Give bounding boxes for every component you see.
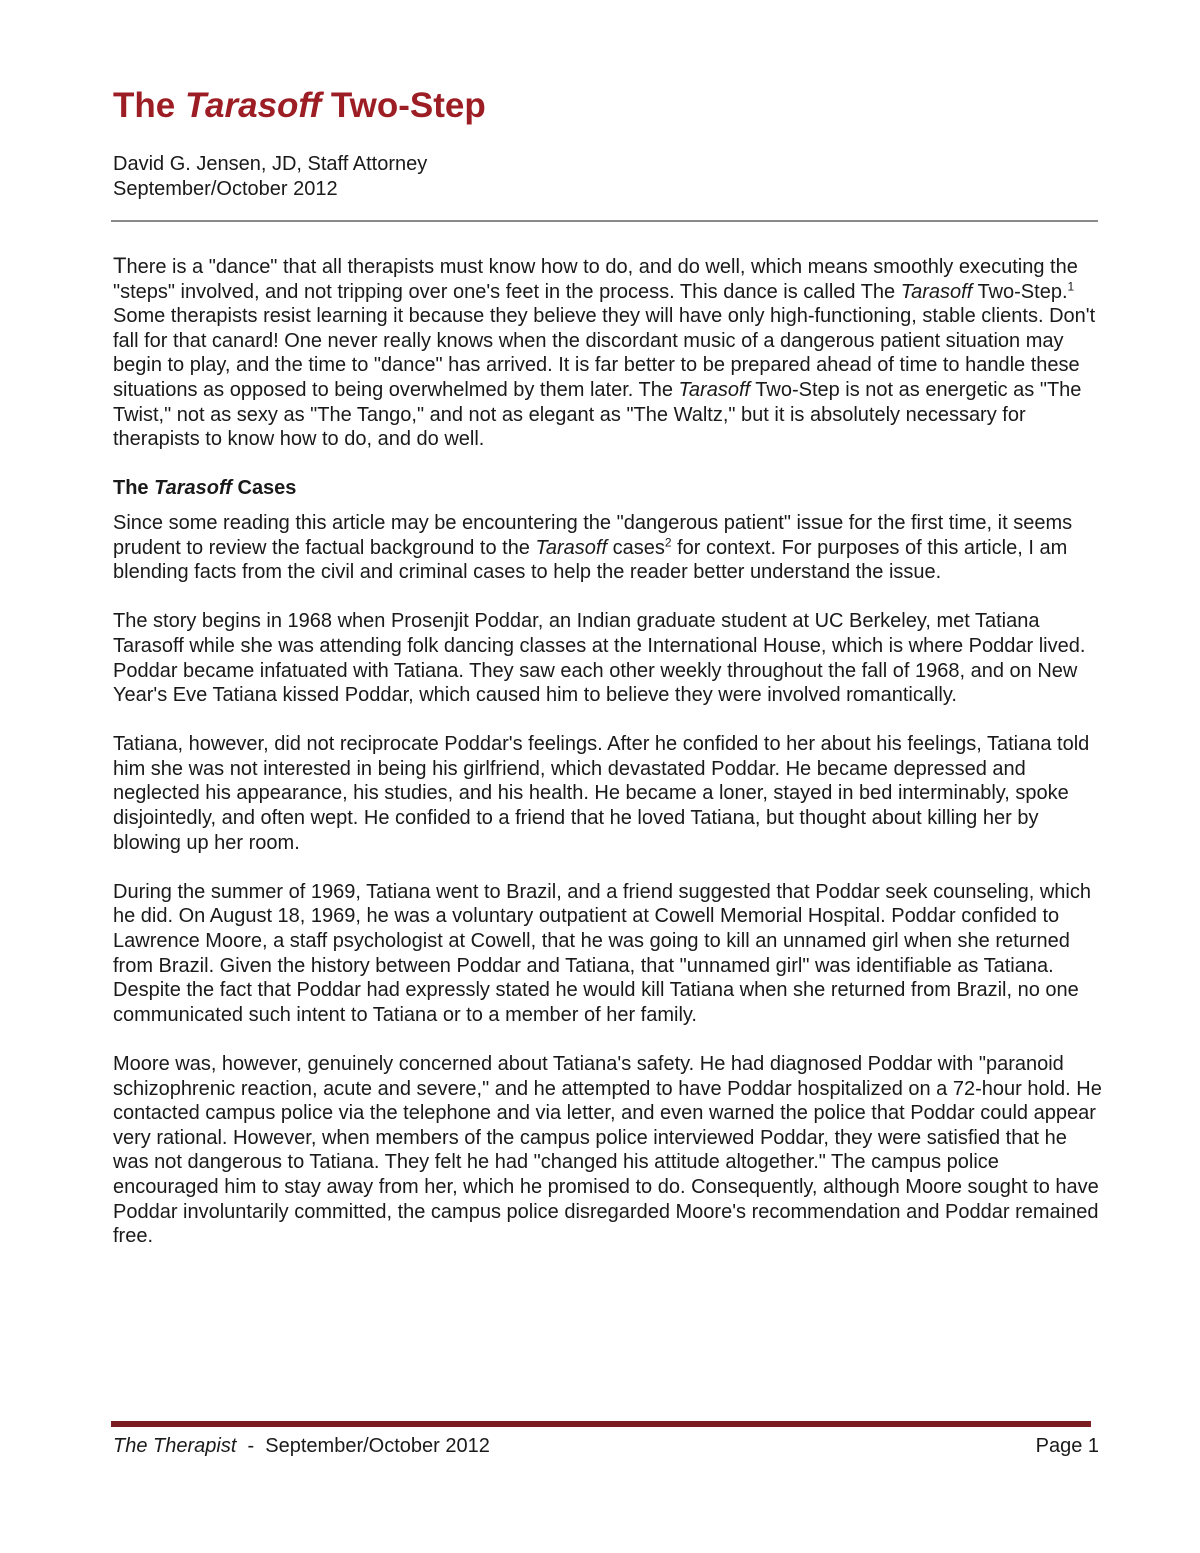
paragraph-1: Since some reading this article may be encountering the "dangerous patient" issue for the first time, it seems prudent to review the factual background to the Tarasoff cases$^2$ for context. For purposes of this article, I am blending facts from the civil and criminal cases to help the reader better understand the issue. (113, 511, 1073, 584)
footnote-ref-2: 2 (664, 534, 672, 549)
header-divider (111, 220, 1098, 222)
paragraph-4: During the summer of 1969, Tatiana went to Brazil, and a friend suggested that Poddar seek counseling, which he did. On August 18, 1969, he was a voluntary outpatient at Cowell Memorial Hospital. Poddar confided to Lawrence Moore, a staff psychologist at Cowell, that he was going to kill an unnamed girl when she returned from Brazil. Given the history between Poddar and Tatiana, that "unnamed girl" was identifiable as Tatiana. Despite the fact that Poddar had expressly stated he would kill Tatiana when she returned from Brazil, no one communicated such intent to Tatiana or to a member of her family. (113, 880, 1091, 1026)
page-number: Page 1 (1035, 1435, 1099, 1457)
paragraph-2: The story begins in 1968 when Prosenjit Poddar, an Indian graduate student at UC Berkeley, met Tatiana Tarasoff while she was attending folk dancing classes at the International House, which is where Poddar lived. Poddar became infatuated with Tatiana. They saw each other weekly throughout the fall of 1968, and on New Year's Eve Tatiana kissed Poddar, which caused him to believe they were involved romantically. (113, 610, 1086, 707)
intro-paragraph: There is a "dance" that all therapists must know how to do, and do well, which means smoothly executing the "steps" involved, and not tripping over one's feet in the process. This dance is called The Tarasoff Two-Step.$^1$ Some therapists resist learning it because they believe they will have only high-functioning, stable clients. Don't fall for that canard! One never really knows when the discordant music of a dangerous patient situation may begin to play, and the time to "dance" has arrived. It is far better to be prepared ahead of time to handle these situations as opposed to being overwhelmed by them later. The Tarasoff Two-Step is not as energetic as "The Twist," not as sexy as "The Tango," and not as elegant as "The Waltz," but it is absolutely necessary for therapists to know how to do, and do well. (113, 253, 1096, 451)
author-line: David G. Jensen, JD, Staff Attorney (113, 153, 428, 175)
title-prefix: The (113, 86, 185, 125)
date-line: September/October 2012 (113, 178, 338, 200)
section-heading: The Tarasoff Cases (113, 477, 297, 500)
footer-divider (111, 1421, 1091, 1427)
title-suffix: Two-Step (321, 86, 486, 125)
paragraph-3: Tatiana, however, did not reciprocate Poddar's feelings. After he confided to her about his feelings, Tatiana told him she was not interested in being his girlfriend, which devastated Poddar. He became depressed and neglected his appearance, his studies, and his health. He became a loner, stayed in bed interminably, spoke disjointedly, and often wept. He confided to a friend that he loved Tatiana, but thought about killing her by blowing up her room. (113, 733, 1090, 854)
article-title (113, 82, 486, 130)
byline (113, 152, 427, 202)
paragraph-5: Moore was, however, genuinely concerned about Tatiana's safety. He had diagnosed Poddar with "paranoid schizophrenic reaction, acute and severe," and he attempted to have Poddar hospitalized on a 72-hour hold. He contacted campus police via the telephone and via letter, and even warned the police that Poddar could appear very rational. However, when members of the campus police interviewed Poddar, they were satisfied that he was not dangerous to Tatiana. They felt he had "changed his attitude altogether." The campus police encouraged him to stay away from her, which he promised to do. Consequently, although Moore sought to have Poddar involuntarily committed, the campus police disregarded Moore's recommendation and Poddar remained free. (113, 1053, 1102, 1248)
title-italic: Tarasoff (184, 86, 322, 125)
drop-cap: T (113, 253, 127, 278)
footer-publication: The Therapist - September/October 2012 (113, 1435, 490, 1457)
footnote-ref-1: 1 (1067, 278, 1075, 293)
article-body (113, 254, 1103, 1273)
